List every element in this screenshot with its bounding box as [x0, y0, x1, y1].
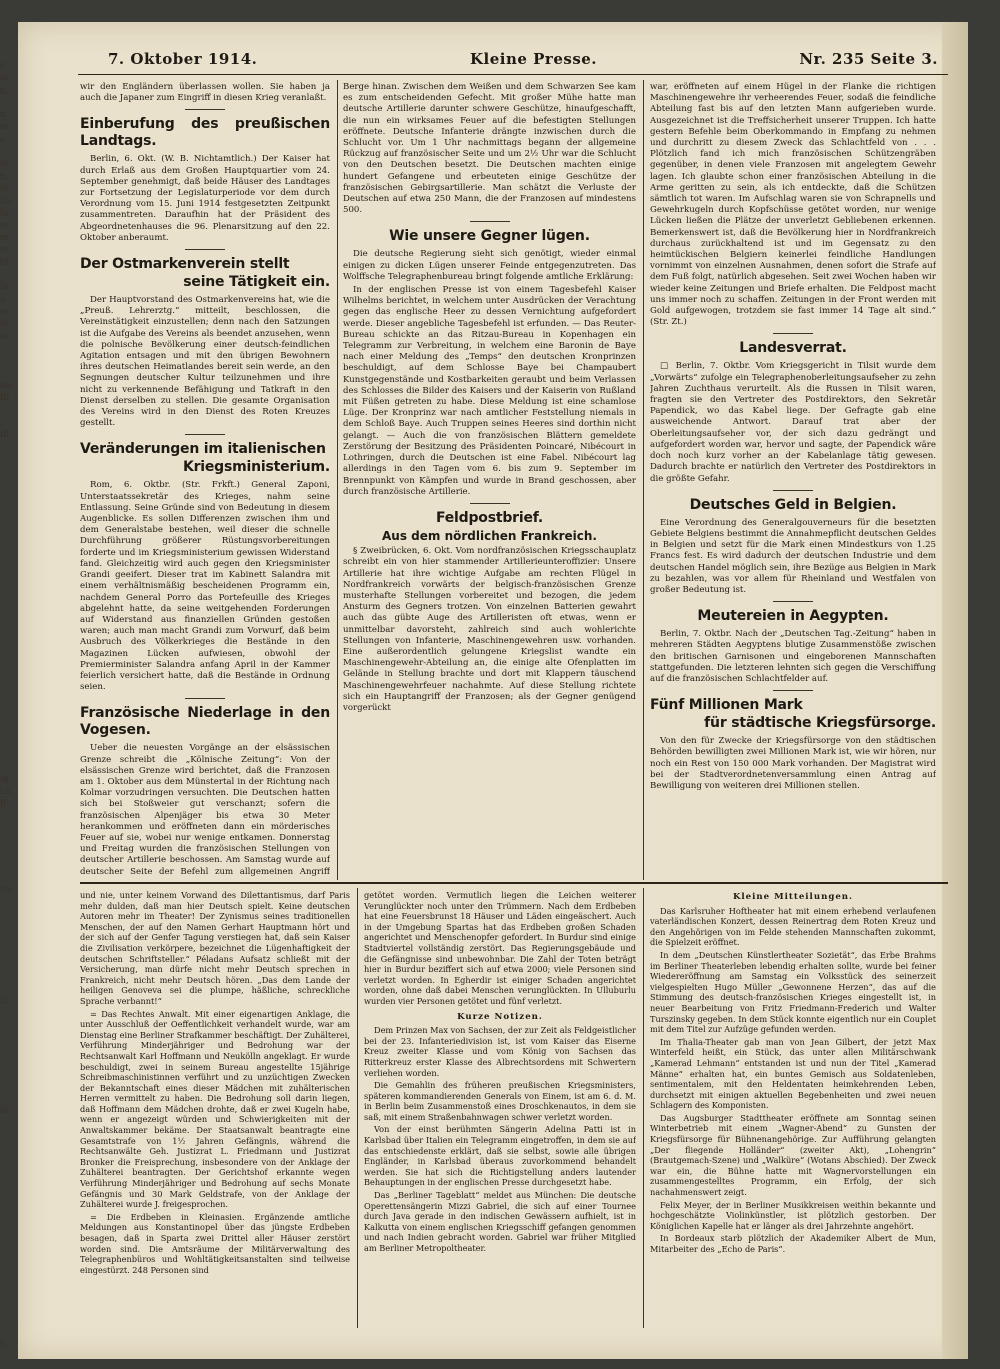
strip-fragment [0, 1154, 24, 1166]
strip-fragment [0, 589, 24, 601]
strip-fragment [0, 576, 24, 588]
strip-fragment [0, 859, 24, 871]
strip-fragment [0, 982, 24, 994]
strip-fragment [0, 515, 24, 527]
article-text: In der englischen Presse ist von einem Tagesbefehl Kaiser Wilhelms berichtet, in welchem unter Ausdrücken der Verachtung gegen das englische Heer zu dessen Vernichtung aufgefordert werde. Dieser angebliche Tagesbefehl ist erfunden. — Das Reuter-Bureau schickte an das Ritzau-Bureau in Kopenhagen ein Telegramm zur Verbreitung, in welchem eine Baronin de Baye nach einer Meldung des „Temps“ den deutschen Kronprinzen beschuldigt, auf dem Schlosse Baye bei Champaubert Kunstgegenstände und Kostbarkeiten geraubt und beim Verlassen des Schlosses die Bilder des Kaisers und der Kaiserin von Rußland mit Füßen getreten zu habe. Diese Meldung ist eine schamlose Lüge. Der Kronprinz war nach amtlicher Feststellung niemals in dem Schloß Baye. Auch Truppen seines Heeres sind dorthin nicht gelangt. — Auch die von französischen Blättern gemeldete Zerstörung der Besitzung des Präsidenten Poincaré, Nibécourt in Lothringen, durch die Deutschen ist eine Fabel. Nibécourt lag allerdings in den Tagen vom 6. bis zum 9. September im Brennpunkt von Kämpfen und wurde in Brand geschossen, aber durch französische Artillerie. [343, 285, 636, 497]
article-heading: Feldpostbrief. [435, 509, 544, 526]
article-text: Berge hinan. Zwischen dem Weißen und dem Schwarzen See kam es zum entscheidenden Gefecht. Mit großer Mühe hatte man deutsche Artillerie darunter schwere Geschütze, hinaufgeschafft, die nun ein wirksames Feuer auf die befestigten Stellungen eröffnete. Deutsche Infanterie drängte inzwischen durch die Schlucht vor. Um 1 Uhr nachmittags begann der allgemeine Rückzug auf französischer Seite und um 2½ Uhr war die Schlucht von den Deutschen besetzt. Die Deutschen machten einige hundert Gefangene und erbeuteten einige Geschütze der französischen Gebirgsartillerie. Man schätzt die Verluste der Deutschen auf etwa 250 Mann, die der Franzosen auf mindestens 500. [343, 82, 636, 216]
column-3 [650, 82, 936, 878]
bottom-column-2 [364, 890, 636, 1330]
strip-fragment [0, 478, 24, 490]
strip-fragment: ffl [0, 393, 10, 404]
article-text: □ Berlin, 7. Oktbr. Vom Kriegsgericht in Tilsit wurde dem „Vorwärts“ zufolge ein Telegraphenoberleitungsaufseher zu zehn Jahren Zuchthaus verurteilt. Als die Russen in Tilsit waren, fragten sie den Vertreter des Postdirektors, den Sekretär Papendick, wo das Kabel liege. Der Gefragte gab eine ausweichende Antwort. Darauf trat aber der Oberleitungsaufseher vor, der sich dazu gedrängt und aufgefordert worden war, hervor und sagte, der Papendick wäre doch noch kurz vorher an der Kabelanlage tätig gewesen. Dadurch brachte er natürlich den Vertreter des Postdirektors in die größte Gefahr. [650, 361, 936, 484]
feuilleton-text: Dem Prinzen Max von Sachsen, der zur Zeit als Feldgeistlicher bei der 23. Infanteriedivision ist, ist vom Kaiser das Eiserne Kreuz zweiter Klasse und vom König von Sachsen das Ritterkreuz erster Klasse des Albrechtsordens mit Schwertern verliehen worden. [364, 1025, 636, 1078]
strip-fragment [0, 454, 24, 466]
strip-fragment [0, 601, 24, 613]
strip-fragment [0, 1290, 24, 1302]
strip-fragment [0, 1216, 24, 1228]
strip-fragment [0, 490, 24, 502]
article-heading: Deutsches Geld in Belgien. [689, 496, 897, 513]
strip-fragment [0, 749, 24, 761]
strip-fragment [0, 146, 24, 158]
strip-fragment [0, 970, 24, 982]
section-heading: Kurze Notizen. [457, 1011, 543, 1022]
strip-fragment [0, 835, 24, 847]
strip-fragment [0, 1204, 24, 1216]
adjacent-page-strip [0, 60, 24, 1350]
strip-fragment: it [0, 110, 7, 121]
article-heading: Meutereien in Aegypten. [697, 608, 889, 625]
strip-fragment [0, 564, 24, 576]
strip-fragment: ig [0, 774, 9, 785]
strip-fragment [0, 97, 24, 109]
feuilleton-text: Felix Meyer, der in Berliner Musikkreisen weithin bekannte und hochgeschätzte Violinkünstler, ist plötzlich gestorben. Der Königlichen Kapelle hat er länger als drei Jahrzehnte angehört. [650, 1199, 936, 1231]
article-heading: Veränderungen im italienischen [80, 441, 326, 458]
article-heading: Wie unsere Gegner lügen. [389, 228, 590, 245]
article-text: Der Hauptvorstand des Ostmarkenvereins hat, wie die „Preuß. Lehrerztg.“ mitteilt, beschlossen, die Vereinstätigkeit einzustellen; denn nach den Satzungen ist die Aufgabe des Vereins als beendet anzusehen, wenn die polnische Bevölkerung einer deutsch-feindlichen Agitation entsagen und mit den übrigen Bewohnern ihres deutschen Heimatlandes bereit sein werde, an den Segnungen deutscher Kultur teilzunehmen und ihre nicht zu verkennende Befähigung und Tatkraft in den Dienst derselben zu stellen. Die gesamte Organisation des Vereins wird in den Dienst des Roten Kreuzes gestellt. [80, 295, 330, 429]
strip-fragment: ch [0, 786, 11, 797]
strip-fragment [0, 613, 24, 625]
article-text: Rom, 6. Oktbr. (Str. Frkft.) General Zaponi, Unterstaatssekretär des Krieges, nahm seine Entlassung. Seine Gründe sind von Bedeutung in diesem Augenblicke. Es sollen Differenzen zwischen ihm und dem Generalstabe bestehen, weil dieser die schnelle Durchführung größerer Rüstungsvorbereitungen forderte und im Kriegsministerium gewissen Widerstand fand. Gleichzeitig wird auch gegen den Kriegsminister Grandi geeifert. Dieser trat im Kabinett Salandra mit einem verhältnismäßig bescheidenen Programm ein, nachdem General Porro das Portefeuille des Krieges abgelehnt hatte, da seine weitgehenden Forderungen auf Widerstand aus finanziellen Gründen gestoßen waren; auch man macht Grandi zum Vorwurf, daß beim Ausbruch des Völkerkrieges die Bestände in den Magazinen Lücken aufwiesen, obwohl der Premierminister Salandra anfang April in der Kammer feierlich versichert hatte, daß die Bestände in Ordnung seien. [80, 480, 330, 693]
strip-fragment: ef [0, 183, 9, 194]
article-heading: Französische Niederlage in den Vogesen. [80, 705, 330, 739]
feuilleton-text: und nie, unter keinem Vorwand des Dilettantismus, darf Paris mehr dulden, daß man hier Deutsch spielt. Keine deutschen Autoren mehr im Theater! Der Zynismus seines traditionellen Menschen, der auf den Namen Gerhart Hauptmann hört und der sich auf der Genfer Tagung verstiegen hat, daß sein Kaiser die Zivilisation verkörpere, bezeichnet die Lügenhaftigkeit der deutschen Schriftsteller.“ Péladans Aufsatz schließt mit der Versicherung, man dürfe nicht mehr Deutsch sprechen in Frankreich, nicht mehr Deutsch hören. „Das dem Lande der heiligen Genoveva sei die plumpe, häßliche, schreckliche Sprache verbannt!“ [80, 890, 350, 1006]
strip-fragment [0, 1068, 24, 1080]
strip-fragment [0, 687, 24, 699]
column-rule [357, 888, 358, 1328]
strip-fragment: fa [0, 282, 9, 293]
strip-fragment [0, 1277, 24, 1289]
column-rule [643, 888, 644, 1328]
article-heading: Fünf Millionen Mark [650, 697, 803, 714]
strip-fragment [0, 355, 24, 367]
strip-fragment [0, 1118, 24, 1130]
strip-fragment [0, 1056, 24, 1068]
article-heading: Einberufung des preußischen Landtags. [80, 116, 330, 150]
strip-fragment [0, 417, 24, 429]
column-1 [80, 82, 330, 878]
strip-fragment [0, 1167, 24, 1179]
strip-fragment [0, 1142, 24, 1154]
strip-fragment [0, 847, 24, 859]
column-rule [643, 80, 644, 880]
strip-fragment [0, 1093, 24, 1105]
strip-fragment [0, 761, 24, 773]
strip-fragment [0, 1302, 24, 1314]
header-title: Kleine Presse. [470, 50, 598, 68]
strip-fragment [0, 933, 24, 945]
strip-fragment: ie [0, 319, 9, 330]
strip-fragment [0, 1130, 24, 1142]
column-2 [343, 82, 636, 878]
strip-fragment [0, 626, 24, 638]
strip-fragment: er [0, 245, 10, 256]
article-text: § Zweibrücken, 6. Okt. Vom nordfranzösischen Kriegsschauplatz schreibt ein von hier stammender Artillerieunteroffizier: Unsere Artillerie hat ihre wichtige Aufgabe am rechten Flügel in Nordfrankreich vorwärts der belgisch-französischen Grenze musterhafte Stellungen vorbereitet und bezogen, die jedem Ansturm des Gegners trotzen. Von einzelnen Batterien gewahrt auch das gübte Auge des Artilleristen oft etwas, wenn er unmittelbar davorsteht, zahlreich sind auch wohlerichte Stellungen von Infanterie, Maschinengewehren usw. vorhanden. Eine außerordentlich gelungene Kriegslist wandte ein Maschinengewehr-Abteilung an, die einige alte Ofenplatten im Gelände in Stellung brachte und dort mit Klappern täuschend Maschinengewehrfeuer nachahmte. Auf diese Stellung richtete sich ein Hauptangriff der Franzosen; als der Gegner genügend vorgerückt [343, 546, 636, 713]
strip-fragment: n [0, 294, 6, 305]
strip-fragment [0, 1044, 24, 1056]
strip-fragment [0, 503, 24, 515]
article-subheading: Aus dem nördlichen Frankreich. [382, 528, 597, 543]
article-heading: für städtische Kriegsfürsorge. [704, 715, 936, 732]
article-heading: Kriegsministerium. [182, 459, 330, 476]
section-rule [80, 882, 948, 884]
feuilleton-text: = Die Erdbeben in Kleinasien. Ergänzende amtliche Meldungen aus Konstantinopel über das jüngste Erdbeben besagen, daß in Sparta zwei Drittel aller Häuser zerstört worden sind. Die Amtsräume der Militärverwaltung des Telegraphenbüros und Wohltätigkeitsanstalten sind teilweise eingestürzt. 248 Personen sind [80, 1211, 350, 1275]
strip-fragment [0, 822, 24, 834]
page-header [78, 48, 948, 75]
header-issue: Nr. 235 Seite 3. [799, 50, 938, 68]
article-heading: Landesverrat. [739, 340, 847, 357]
strip-fragment [0, 540, 24, 552]
feuilleton-text: = Das Rechtes Anwalt. Mit einer eigenartigen Anklage, die unter Ausschluß der Oeffentlichkeit verhandelt wurde, war am Dienstag eine Berliner Strafkammer beschäftigt. Der Zuhälterei, Verführung Minderjähriger und Bedrohung war der Rechtsanwalt Karl Hoffmann und Neukölln angeklagt. Er wurde beschuldigt, zwei in seinem Bureau angestellte 15jährige Schreibmaschinistinnen verführt und zu unzüchtigen Zwecken der Bekanntschaft eines dieser Mädchen mit zuhälterischen Herren vermittelt zu haben. Die Bedrohung soll darin liegen, daß Hoffmann dem Mädchen drohte, daß er zwei Kugeln habe, wenn er angezeigt würden und Schwierigkeiten mit der Anwaltskammer bekäme. Der Staatsanwalt beantragte eine Gesamtstrafe von 1½ Jahren Gefängnis, während die Rechtsanwälte Geh. Justizrat L. Friedmann und Justizrat Bronker die Freisprechung, insbesondere von der Anklage der Zuhälterei beantragten. Der Gerichtshof erkannte wegen Verführung Minderjähriger und Bedrohung auf sechs Monate Gefängnis und 30 Mark Geldstrafe, von der Anklage der Zuhälterei wurde J. freigesprochen. [80, 1008, 350, 1210]
strip-fragment [0, 810, 24, 822]
strip-fragment [0, 1265, 24, 1277]
strip-fragment [0, 1253, 24, 1265]
feuilleton-text: Von der einst berühmten Sängerin Adelina Patti ist in Karlsbad über Italien ein Telegramm eingetroffen, in dem sie auf das entschiedenste erklärt, daß sie selbst, sowie alle übrigen Engländer, in Karlsbad überaus zuvorkommend behandelt werden. Sie hat sich die Richtigstellung anders lautender Behauptungen in der englischen Presse durchgesetzt habe. [364, 1124, 636, 1188]
strip-fragment [0, 1031, 24, 1043]
strip-fragment: e [0, 61, 6, 71]
feuilleton-text: Die Gemahlin des früheren preußischen Kriegsministers, späteren kommandierenden Generals von Einem, ist am 6. d. M. in Berlin beim Zusammenstoß eines Droschkenautos, in dem sie saß, mit einem Straßenbahnwagen schwer verletzt worden. [364, 1080, 636, 1122]
article-text: Von den für Zwecke der Kriegsfürsorge von den städtischen Behörden bewilligten zwei Millionen Mark ist, wie wir hören, nur noch ein Rest von 150 000 Mark vorhanden. Der Magistrat wird bei der Stadtverordnetenversammlung einen Antrag auf Bewilligung von weiteren drei Millionen stellen. [650, 736, 936, 791]
strip-fragment: ch [0, 196, 11, 207]
strip-fragment: n, [0, 85, 9, 96]
strip-fragment [0, 675, 24, 687]
feuilleton-text: Im Thalia-Theater gab man von Jean Gilbert, der jetzt Max Winterfeld heißt, ein Stück, das unter allen Militärschwank „Kamerad Lehmann“ entstanden ist und nun der Titel „Kamerad Männe“ erhalten hat, ein buntes Gemisch aus Soldatenleben, sentimentalem, mit den Heldentaten heimkehrenden Leben, durchsetzt mit einigen aktuellen Begebenheiten und zwei neuen Schlagern des Komponisten. [650, 1036, 936, 1111]
article-heading: seine Tätigkeit ein. [183, 274, 330, 291]
bottom-column-3 [650, 890, 936, 1330]
strip-fragment: er [0, 306, 10, 317]
strip-fragment: er [0, 331, 10, 342]
strip-fragment [0, 699, 24, 711]
strip-fragment [0, 1314, 24, 1326]
strip-fragment [0, 1019, 24, 1031]
strip-fragment [0, 958, 24, 970]
strip-fragment [0, 945, 24, 957]
strip-fragment [0, 404, 24, 416]
strip-fragment: le [0, 159, 9, 170]
strip-fragment: he [0, 380, 12, 391]
strip-fragment: ts [0, 208, 9, 219]
strip-fragment [0, 724, 24, 736]
strip-fragment: ch [0, 884, 11, 895]
strip-fragment [0, 908, 24, 920]
article-text: Berlin, 7. Oktbr. Nach der „Deutschen Tag.-Zeitung“ haben in mehreren Städten Aegyptens blutige Zusammenstöße zwischen den britischen Garnisonen und eingeborenen Mannschaften stattgefunden. Die letzteren lehnten sich gegen die Verschiffung auf die französischen Schlachtfelder auf. [650, 629, 936, 684]
section-heading: Kleine Mitteilungen. [732, 892, 854, 902]
column-rule [337, 80, 338, 880]
strip-fragment: s [0, 134, 5, 145]
strip-fragment [0, 638, 24, 650]
article-text: Eine Verordnung des Generalgouverneurs für die besetzten Gebiete Belgiens bestimmt die Annahmepflicht deutschen Geldes in Belgien und setzt für die Mark einen Mindestkurs von 1.25 Francs fest. Es wird dadurch der deutschen Industrie und dem deutschen Handel möglich sein, ihre Bezüge aus Belgien in Mark zu bezahlen, was vor allem für Rheinland und Westfalen von großer Bedeutung ist. [650, 517, 936, 595]
strip-fragment [0, 1191, 24, 1203]
feuilleton-text: Das Augsburger Stadttheater eröffnete am Sonntag seinen Winterbetrieb mit einem „Wagner-Abend“ zu Gunsten der Kriegsfürsorge für Bühnenangehörige. Zur Aufführung gelangten „Der fliegende Holländer“ (zweiter Akt), „Lohengrin“ (Brautgemach-Szene) und „Walküre“ (Wotans Abschied). Der Zweck war ein, die Bühne hatte mit Wagnervorstellungen ein zusammengestelltes Programm, ein Erfolg, der sich nachahmenswert zeigt. [650, 1112, 936, 1198]
strip-fragment: h [0, 1339, 6, 1350]
strip-fragment [0, 872, 24, 884]
feuilleton-text: In Bordeaux starb plötzlich der Akademiker Albert de Mun, Mitarbeiter des „Echo de Paris“. [650, 1233, 936, 1254]
strip-fragment [0, 1007, 24, 1019]
strip-fragment [0, 269, 24, 281]
feuilleton-text: Das „Berliner Tageblatt“ meldet aus München: Die deutsche Operettensängerin Mizzi Gabriel, die sich auf einer Tournee durch Java gerade in den indischen Gewässern aufhielt, ist in Kalkutta von einem englischen Kriegsschiff gefangen genommen und nach Indien gebracht worden. Gabriel war früher Mitglied am Berliner Metropoltheater. [364, 1190, 636, 1253]
feuilleton-text: Das Karlsruher Hoftheater hat mit einem erhebend verlaufenen vaterländischen Konzert, dessen Reinertrag dem Roten Kreuz und den Angehörigen von im Felde stehenden Mannschaften zukommt, die Spielzeit eröffnet. [650, 905, 936, 948]
strip-fragment [0, 1081, 24, 1093]
article-text: Die deutsche Regierung sieht sich genötigt, wieder einmal einigen zu dicken Lügen unserer Feinde entgegenzutreten. Das Wolffsche Telegraphenbureau bringt folgende amtliche Erklärung: [343, 249, 636, 282]
article-text: war, eröffneten auf einem Hügel in der Flanke die richtigen Maschinengewehre ihr verheerendes Feuer, sodaß die feindliche Abteilung fast bis auf den letzten Mann aufgerieben wurde. Ausgezeichnet ist die Treffsicherheit unserer Truppen. Ich hatte gestern Befehle beim Oberkommando in Empfang zu nehmen und durchritt zu diesem Zweck das Schlachtfeld von . . . Plötzlich fand ich mich französischen Schützengräben gegenüber, in denen viele Franzosen mit angelegtem Gewehr lagen. Ich glaubte schon einer französischen Abteilung in die Arme geritten zu sein, als ich entdeckte, daß die Schützen sämtlich tot waren. Im Aufschlag waren sie von Schrapnells und Gewehrkugeln durch Kopfschüsse getötet worden, nur wenige Lücken ließen die Plätze der unverletzt Gebliebenen erkennen. Bemerkenswert ist, daß die Bevölkerung hier in Nordfrankreich durchaus zurückhaltend ist und im Gegensatz zu den heimtückischen Belgiern keinerlei feindliche Handlungen vornimmt von einzelnen Ausnahmen, denen sofort die Strafe auf dem Fuß folgt, natürlich abgesehen. Seit zwei Wochen haben wir wieder keine Zeitungen und Briefe erhalten. Die Feldpost macht uns immer noch zu schaffen. Zeitungen in der Front werden mit Gold aufgewogen, trotzdem sie fast immer 14 Tage alt sind.“ (Str. Zt.) [650, 82, 936, 328]
strip-fragment: ff [0, 798, 7, 809]
feuilleton-text: getötet worden. Vermutlich liegen die Leichen weiterer Verunglückter noch unter den Trümmern. Nach dem Erdbeben hat eine Feuersbrunst 18 Häuser und Läden eingeäschert. Auch in der Umgebung Spartas hat das Erdbeben großen Schaden angerichtet und Menschenopfer gefordert. In Burdur sind einige Stadtviertel vollständig zerstört. Das Regierungsgebäude und die Gefängnisse sind unbewohnbar. Die Zahl der Toten beträgt hier in Burdur beziffert sich auf etwa 2000; viele Personen sind verletzt worden. In Egherdir ist einiger Schaden angerichtet worden, ohne daß dabei Menschen verunglückten. In Ulluburlu wurden vier Personen getötet und fünf verletzt. [364, 890, 636, 1006]
strip-fragment [0, 527, 24, 539]
strip-fragment: er [0, 233, 10, 244]
strip-fragment: nt [0, 1106, 10, 1117]
strip-fragment [0, 343, 24, 355]
bottom-column-1 [80, 890, 350, 1330]
strip-fragment: er [0, 220, 10, 231]
strip-fragment [0, 441, 24, 453]
strip-fragment [0, 650, 24, 662]
strip-fragment [0, 1241, 24, 1253]
feuilleton-text: In dem „Deutschen Künstlertheater Sozietät“, das Erbe Brahms im Berliner Theaterleben lebendig erhalten sollte, wurde bei feiner Wiedereröffnung am Samstag ein Volksstück des seinerzeit vielgespielten Hugo Müller „Gewonnene Herzen“, das auf die Stimmung des deutsch-französischen Krieges eingestellt ist, in neuer Bearbeitung von Fritz Friedmann-Frederich und Walter Turszinsky gegeben. In dem Stück konnte eigentlich nur ein Couplet mit dem Titel zur Aufzüge gefunden werden. [650, 949, 936, 1035]
strip-fragment: ht [0, 257, 10, 268]
scan-edge [942, 22, 968, 1359]
strip-fragment [0, 712, 24, 724]
strip-fragment [0, 367, 24, 379]
article-text: Ueber die neuesten Vorgänge an der elsässischen Grenze schreibt die „Kölnische Zeitung“: Von der elsässischen Grenze wird berichtet, daß die Franzosen am 1. Oktober aus dem Münstertal in der Richtung nach Kolmar vorzudringen versuchten. Die Deutschen hatten sich bei Stoßweier gut verschanzt; sofern die französischen Alpenjäger bis etwa 30 Meter herankommen und eröffneten dann ein mörderisches Feuer auf sie, wobei nur wenige entkamen. Donnerstag und Freitag wurden die französischen Stellungen von deutscher Artillerie beschossen. Am Samstag wurde auf deutscher Seite der Befehl zum allgemeinen Angriff [80, 743, 330, 877]
strip-fragment: er [0, 122, 10, 133]
article-text: Berlin, 6. Okt. (W. B. Nichtamtlich.) Der Kaiser hat durch Erlaß aus dem Großen Hauptquartier vom 24. September genehmigt, daß beide Häuser des Landtages zur Fortsetzung der Legislaturperiode vor dem durch Verordnung vom 15. Juni 1914 festgesetzten Zeitpunkt zusammentreten. Daraufhin hat der Präsident des Abgeordnetenhauses die 96. Plenarsitzung auf den 22. Oktober anberaumt. [80, 154, 330, 243]
strip-fragment [0, 896, 24, 908]
strip-fragment: ifl. [0, 429, 12, 440]
header-date: 7. Oktober 1914. [108, 50, 258, 68]
strip-fragment [0, 1327, 24, 1339]
strip-fragment [0, 1228, 24, 1240]
strip-fragment: h) [0, 995, 10, 1006]
strip-fragment [0, 736, 24, 748]
strip-fragment: ar [0, 73, 10, 84]
strip-fragment [0, 466, 24, 478]
article-heading: Der Ostmarkenverein stellt [80, 256, 290, 273]
strip-fragment: n, [0, 171, 9, 182]
strip-fragment [0, 1179, 24, 1191]
article-text: wir den Engländern überlassen wollen. Sie haben ja auch die Japaner zum Eingriff in diesen Krieg veranlaßt. [80, 82, 330, 104]
strip-fragment [0, 921, 24, 933]
strip-fragment [0, 663, 24, 675]
strip-fragment [0, 552, 24, 564]
